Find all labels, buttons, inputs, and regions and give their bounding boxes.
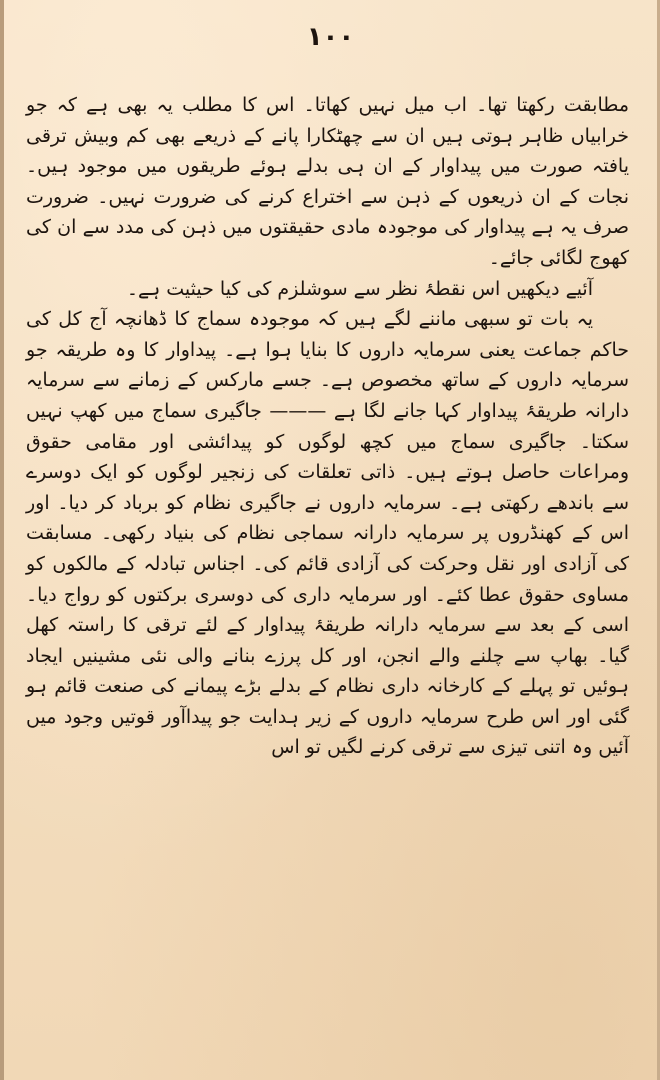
paragraph-intro: مطابقت رکھتا تھا۔ اب میل نہیں کھاتا۔ اس کا مطلب یہ بھی ہے کہ جو خرابیاں ظاہر ہوتی ہیں ان سے چھٹکارا پانے کے ذریعے بھی کم وبیش ترقی یافتہ صورت میں پیداوار کے ان ہی بدلے ہوئے طریقوں میں موجود ہیں۔ نجات کے ان ذریعوں کے ذہن سے اختراع کرنے کی ضرورت نہیں۔ ضرورت صرف یہ ہے پیداوار کی موجودہ مادی حقیقتوں میں ذہن کی مدد سے ان کی کھوج لگائی جائے۔ <box>26 94 629 269</box>
paragraph-socialism-question: آئیے دیکھیں اس نقطۂ نظر سے سوشلزم کی کیا حیثیت ہے۔ <box>126 277 593 300</box>
paragraph-capitalist-society: یہ بات تو سبھی ماننے لگے ہیں کہ موجودہ سماج کا ڈھانچہ آج کل کی حاکم جماعت یعنی سرمایہ داروں کا بنایا ہوا ہے۔ پیداوار کا وہ طریقہ جو سرمایہ داروں کے ساتھ مخصوص ہے۔ جسے مارکس کے زمانے سے سرمایہ دارانہ طریقۂ پیداوار کہا جانے لگا ہے ——— جاگیری سماج میں کھپ نہیں سکتا۔ جاگیری سماج میں کچھ لوگوں کو پیدائشی اور مقامی حقوق ومراعات حاصل ہوتے ہیں۔ ذاتی تعلقات کی زنجیر لوگوں کو ایک دوسرے سے باندھے رکھتی ہے۔ سرمایہ داروں نے جاگیری نظام کو برباد کر دیا۔ اور اس کے کھنڈروں پر سرمایہ دارانہ سماجی نظام کی بنیاد رکھی۔ مسابقت کی آزادی اور نقل وحرکت کی آزادی قائم کی۔ اجناس تبادلہ کے مالکوں کو مساوی حقوق عطا کئے۔ اور سرمایہ داری کی دوسری برکتوں کو رواج دیا۔ اسی کے بعد سے سرمایہ دارانہ طریقۂ پیداوار کے لئے ترقی کا راستہ کھل گیا۔ بھاپ سے چلنے والے انجن، اور کل پرزے بنانے والی نئی مشینیں ایجاد ہوئیں تو پہلے کے کارخانہ داری نظام کے بدلے بڑے پیمانے کی صنعت قائم ہو گئی اور اس طرح سرمایہ داروں کے زیر ہدایت جو پیداآور قوتیں وجود میں آئیں وہ اتنی تیزی سے ترقی کرنے لگیں تو اس <box>26 308 629 759</box>
page-number: ۱۰۰ <box>306 22 355 52</box>
page-body-text <box>26 90 629 763</box>
